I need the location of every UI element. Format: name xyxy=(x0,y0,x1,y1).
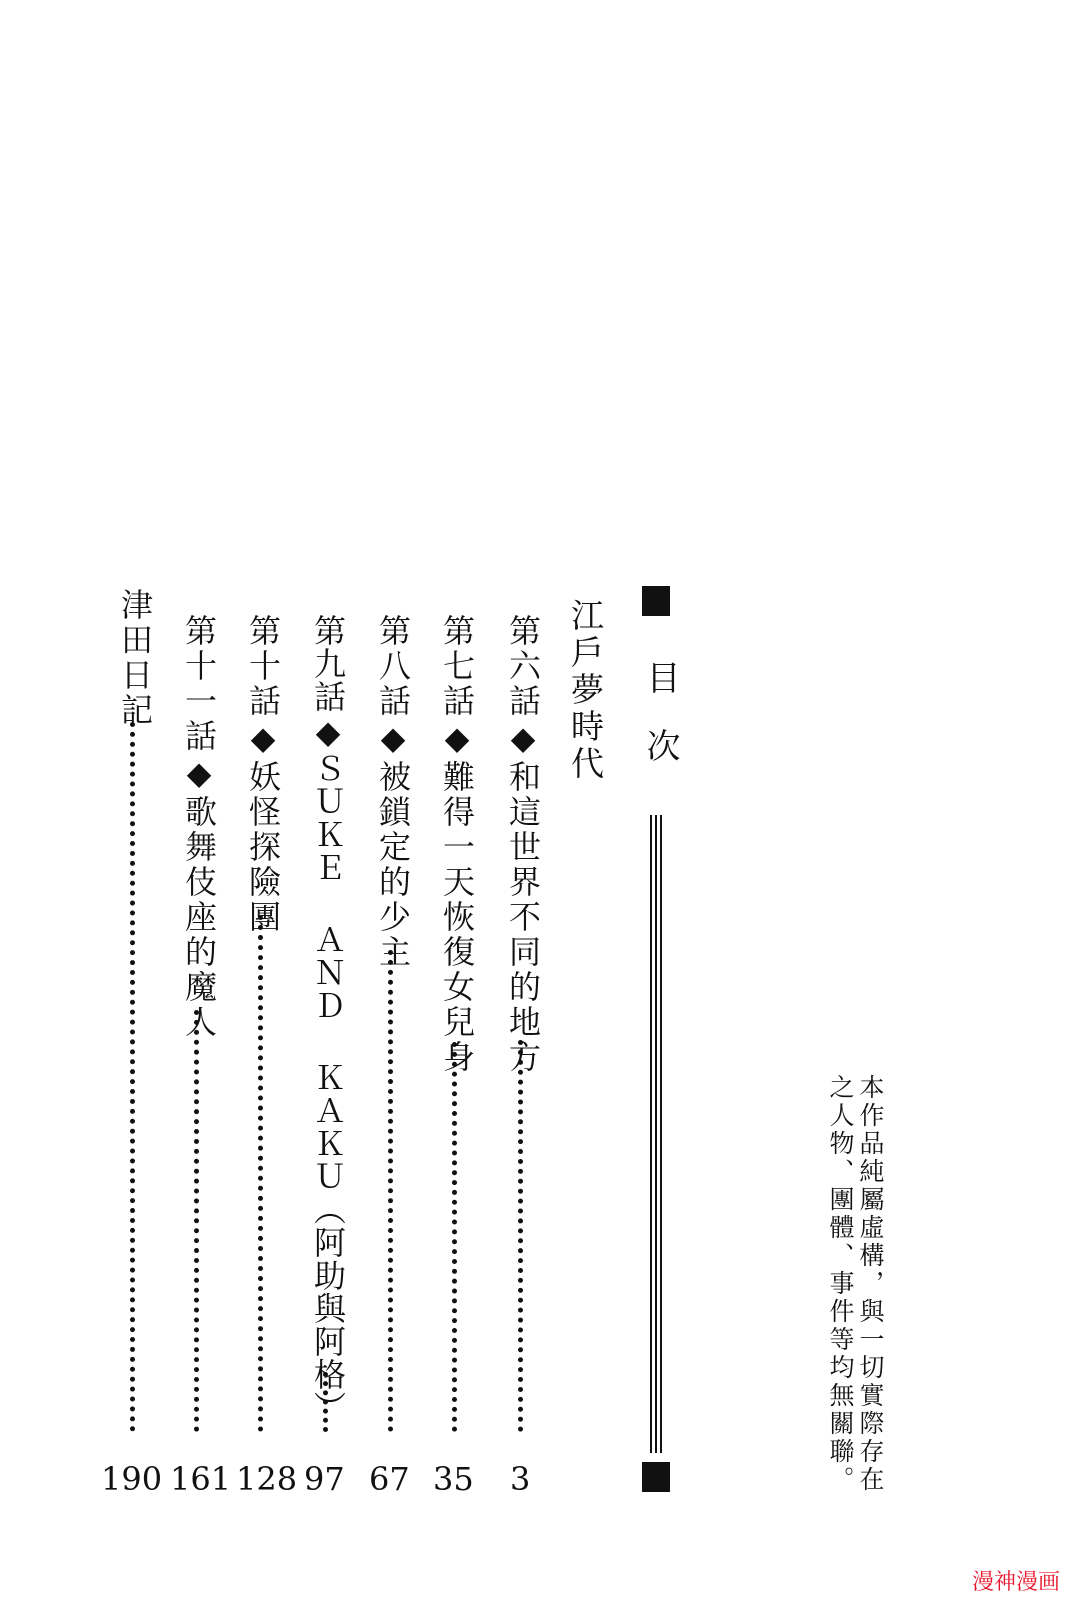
toc-entry-page: 128 xyxy=(236,1460,298,1498)
volume-title: 江戶夢時代 xyxy=(566,598,605,783)
leader-dots xyxy=(258,915,263,1432)
disclaimer-note: 本作品純屬虛構，與一切實際存在之人物、團體、事件等均無關聯。 xyxy=(826,1074,885,1494)
toc-entry-label: 第七話◆難得一天恢復女兒身 xyxy=(438,614,476,1075)
toc-entry-label: 第八話◆被鎖定的少主 xyxy=(374,614,412,970)
toc-entry-label: 第九話◆ＳＵＫＥ ＡＮＤ ＫＡＫＵ（阿助與阿格） xyxy=(309,614,347,1424)
toc-heading: 目次 xyxy=(640,660,680,796)
leader-dots xyxy=(388,950,393,1432)
leader-dots xyxy=(452,1042,457,1432)
toc-entry-page: 35 xyxy=(433,1460,474,1498)
toc-entry-page: 190 xyxy=(101,1460,163,1498)
leader-dots xyxy=(194,1010,199,1432)
toc-entry-label: 津田日記 xyxy=(116,588,154,728)
top-square-marker xyxy=(642,586,670,616)
toc-entry-page: 3 xyxy=(510,1460,531,1498)
heading-rule xyxy=(660,815,662,1453)
heading-rule xyxy=(650,815,652,1453)
leader-dots xyxy=(130,722,135,1432)
toc-entry-label: 第六話◆和這世界不同的地方 xyxy=(504,614,542,1075)
watermark-logo: 漫神漫画 xyxy=(971,1570,1060,1595)
toc-entry-label: 第十話◆妖怪探險團 xyxy=(244,614,282,935)
heading-rule xyxy=(655,815,657,1453)
toc-entry-label: 第十一話◆歌舞伎座的魔人 xyxy=(180,614,218,1040)
bottom-square-marker xyxy=(642,1462,670,1492)
toc-entry-page: 161 xyxy=(170,1460,232,1498)
toc-entry-page: 67 xyxy=(369,1460,410,1498)
toc-entry-page: 97 xyxy=(304,1460,345,1498)
leader-dots xyxy=(323,1372,328,1432)
leader-dots xyxy=(518,1040,523,1432)
